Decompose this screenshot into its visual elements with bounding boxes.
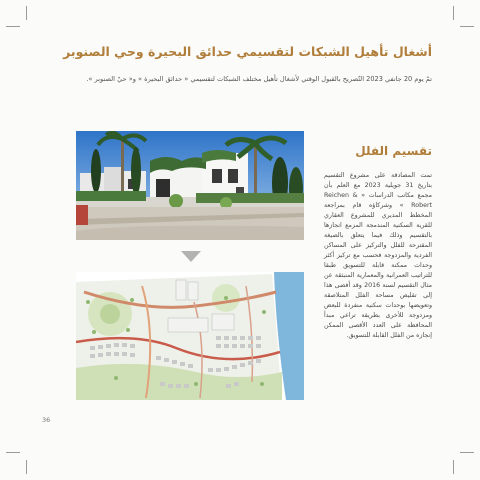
crop-mark-top-left bbox=[6, 26, 20, 27]
page-title: أشغال تأهيل الشبكات لتقسيمي حدائق البحيرة وحي الصنوبر bbox=[63, 44, 432, 59]
down-arrow-icon bbox=[181, 251, 201, 262]
section-body-text: تمت المصادقة على مشروع التقسيم بتاريخ 31 جويلية 2023 مع العلم بأن مجمع مكاتب الدراسات « Reichen & Robert » وشركاؤه قام بمراجعة المخطط المديري للمشروع العقاري للقرية السكنية المندمجة المزمع انجازها بالتقسيم وذلك فيما يتعلق بالصيغة المقترحة للفلل والتركيز على المساكن الفردية والمزدوجة فحسب مع تركيز أكثر وحدات ممكنة قابلة للتسويق طبقا للتراتيب العمرانية والمعمارية المنبثقة عن مثال التقسيم لسنة 2016 وقد أفضى هذا إلى تقليص مساحة الفلل المتلاصقة وتعويضها بوحدات سكنية منفردة للبعض ومزدوجة للأخرى بطريقة تراعي مبدأ المحافظة على العدد الأقصى الممكن إنجازه من الفلل القابلة للتسويق. bbox=[324, 172, 432, 339]
crop-mark-bottom-left bbox=[6, 452, 20, 453]
crop-mark-bottom-right bbox=[460, 452, 474, 453]
crop-mark-bottom-right bbox=[453, 460, 454, 474]
crop-mark-bottom-left bbox=[26, 460, 27, 474]
page-number: 36 bbox=[42, 416, 51, 424]
section-heading: تقسيم الفلل bbox=[355, 144, 432, 158]
crop-mark-top-left bbox=[26, 6, 27, 20]
page-subtitle: تمّ يوم 20 جانفي 2023 التّصريح بالقبول الوقتي لأشغال تأهيل مختلف الشبكات لتقسيمي « حدائق البحيرة » و« حيّ الصنوبر ». bbox=[86, 75, 432, 83]
crop-mark-top-right bbox=[453, 6, 454, 20]
crop-mark-top-right bbox=[460, 26, 474, 27]
master-plan-image bbox=[76, 272, 304, 400]
villa-photo bbox=[76, 131, 304, 240]
